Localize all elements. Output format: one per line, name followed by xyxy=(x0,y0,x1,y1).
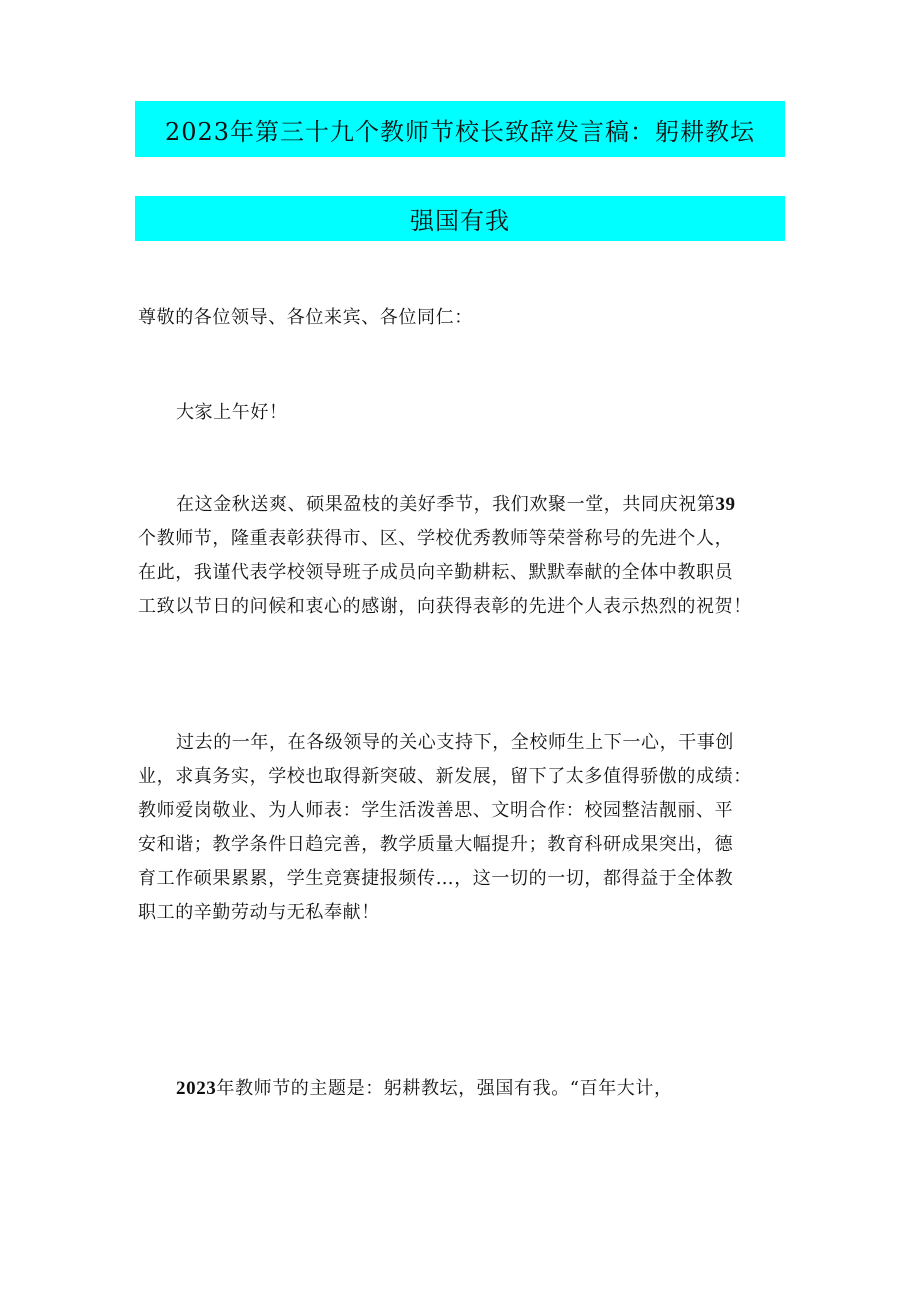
paragraph-3-line-1 xyxy=(138,1072,788,1106)
title-text-2: 强国有我 xyxy=(410,207,510,235)
year-number: 2023 xyxy=(176,1078,217,1099)
greeting-text: 大家上午好！ xyxy=(176,402,288,423)
paragraph-2-line-5: 育工作硕果累累，学生竞赛捷报频传…，这一切的一切，都得益于全体教 xyxy=(138,868,734,889)
salutation-text: 尊敬的各位领导、各位来宾、各位同仁： xyxy=(138,307,473,328)
paragraph-2-line-4: 安和谐；教学条件日趋完善，教学质量大幅提升；教育科研成果突出，德 xyxy=(138,834,734,855)
title-text-1: 2023年第三十九个教师节校长致辞发言稿：躬耕教坛 xyxy=(164,117,756,146)
title-line-2 xyxy=(135,196,785,241)
paragraph-1-line-3: 在此，我谨代表学校领导班子成员向辛勤耕耘、默默奉献的全体中教职员 xyxy=(138,562,734,583)
paragraph-2-line-6: 职工的辛勤劳动与无私奉献！ xyxy=(138,902,380,923)
salutation xyxy=(138,301,788,335)
paragraph-1-line-1-text: 在这金秋送爽、硕果盈枝的美好季节，我们欢聚一堂，共同庆祝第 xyxy=(176,494,716,515)
title-line-1 xyxy=(135,101,785,157)
paragraph-2-line-2: 业，求真务实，学校也取得新突破、新发展，留下了太多值得骄傲的成绩： xyxy=(138,766,752,787)
paragraph-2-line-3: 教师爱岗敬业、为人师表：学生活泼善思、文明合作：校园整洁靓丽、平 xyxy=(138,800,734,821)
greeting xyxy=(138,396,788,430)
paragraph-1-line-1 xyxy=(138,488,788,522)
paragraph-3 xyxy=(138,1072,788,1106)
paragraph-2 xyxy=(138,726,788,930)
paragraph-1-line-4: 工致以节日的问候和衷心的感谢，向获得表彰的先进个人表示热烈的祝贺！ xyxy=(138,596,752,617)
festival-number: 39 xyxy=(715,494,736,515)
paragraph-2-line-1: 过去的一年，在各级领导的关心支持下，全校师生上下一心，干事创 xyxy=(176,732,734,753)
paragraph-1 xyxy=(138,488,788,624)
paragraph-3-line-1-text: 年教师节的主题是：躬耕教坛，强国有我。“百年大计， xyxy=(216,1078,673,1099)
paragraph-1-line-2: 个教师节，隆重表彰获得市、区、学校优秀教师等荣誉称号的先进个人， xyxy=(138,528,734,549)
